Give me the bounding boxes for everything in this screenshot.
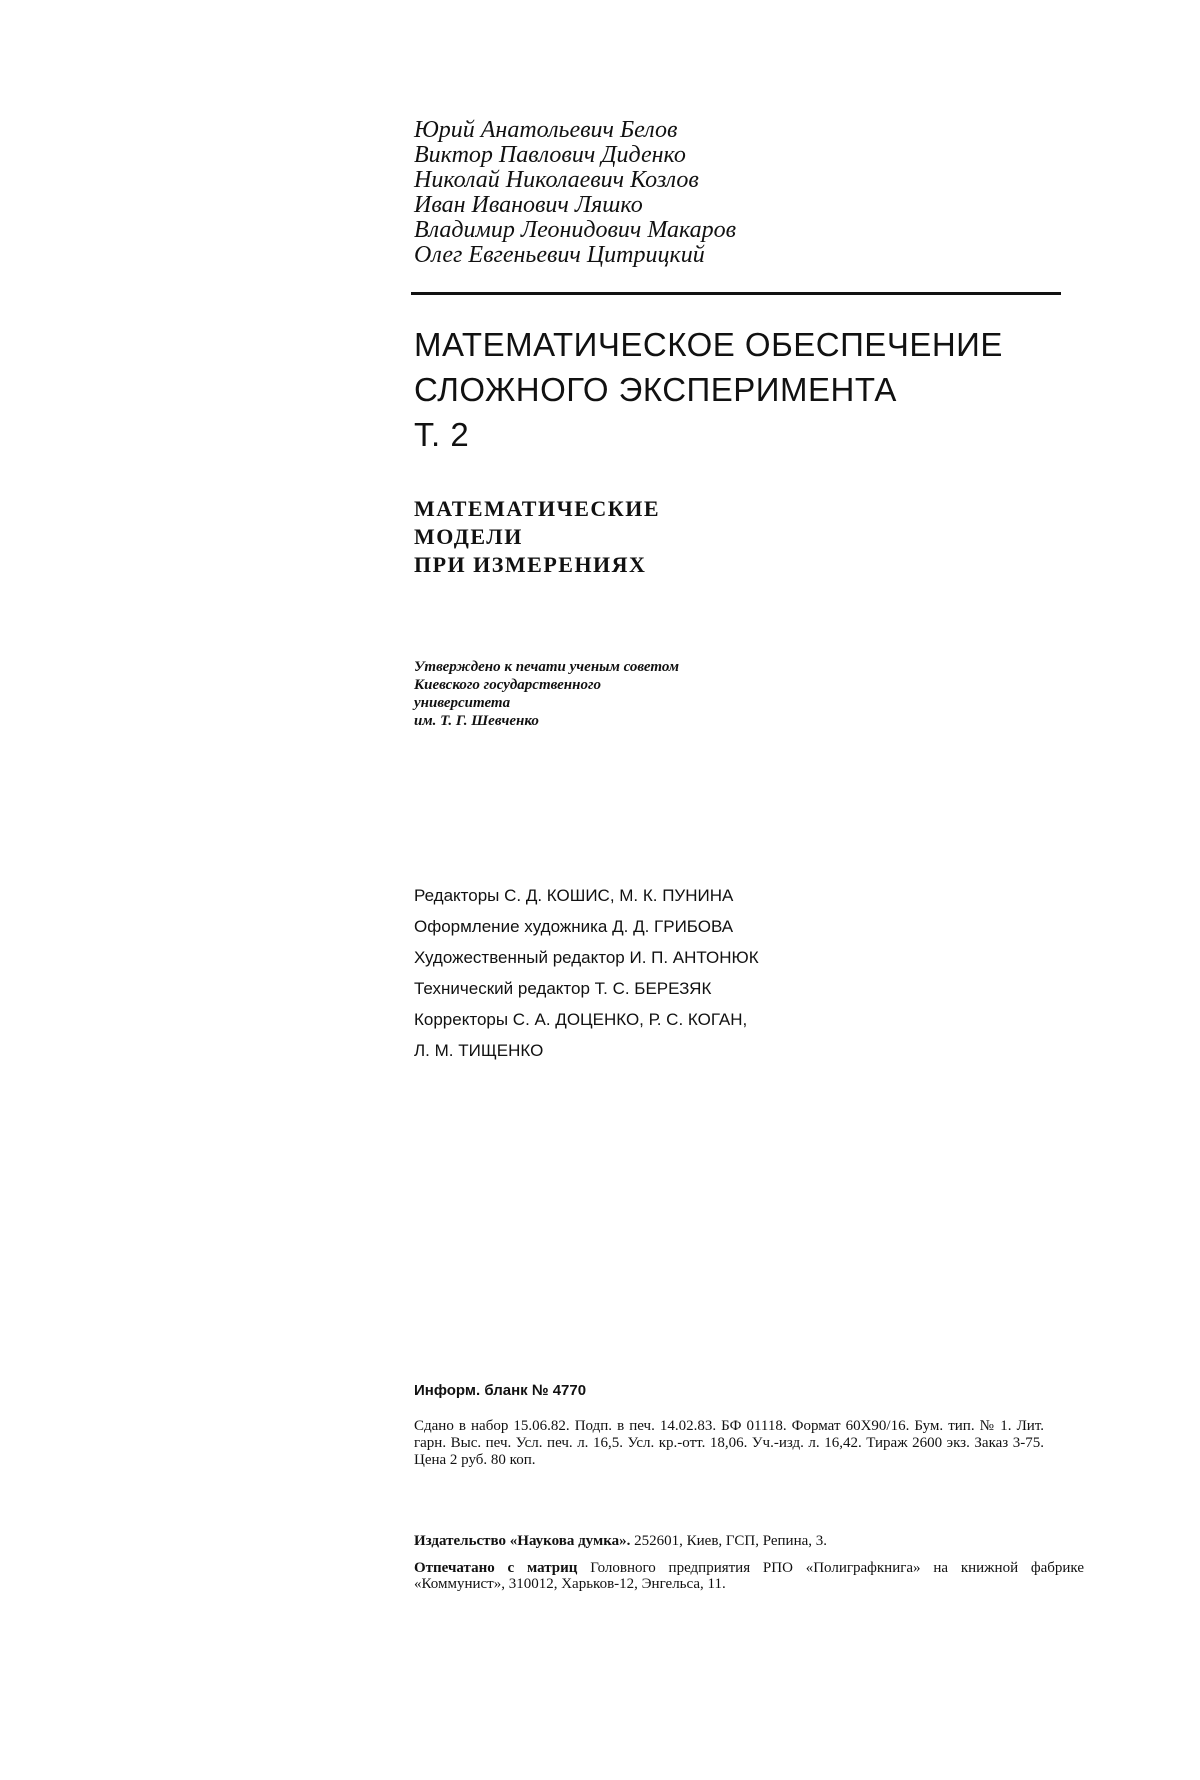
- printer-note: [414, 1560, 1084, 1592]
- book-title: [414, 322, 1094, 457]
- author-name: Николай Николаевич Козлов: [414, 167, 699, 193]
- author-list: [414, 118, 1094, 268]
- credit-line: Л. М. ТИЩЕНКО: [414, 1041, 544, 1060]
- approval-line: Киевского государственного: [414, 677, 601, 693]
- credit-line: Технический редактор Т. С. БЕРЕЗЯК: [414, 979, 712, 998]
- approval-line: им. Т. Г. Шевченко: [414, 713, 539, 729]
- credit-line: Редакторы С. Д. КОШИС, М. К. ПУНИНА: [414, 886, 734, 905]
- publisher-name: Издательство «Наукова думка».: [414, 1533, 631, 1549]
- editorial-credits: [414, 880, 1094, 1066]
- approval-line: Утверждено к печати ученым советом: [414, 659, 680, 675]
- print-details: Сдано в набор 15.06.82. Подп. в печ. 14.02.83. БФ 01118. Формат 60X90/16. Бум. тип. № 1. Лит. гарн. Выс. печ. Усл. печ. л. 16,5. Усл. кр.-отт. 18,06. Уч.-изд. л. 16,42. Тираж 2600 экз. Заказ 3-75. Цена 2 руб. 80 коп.: [414, 1418, 1044, 1468]
- subtitle-line: ПРИ ИЗМЕРЕНИЯХ: [414, 552, 647, 577]
- author-name: Юрий Анатольевич Белов: [414, 117, 678, 143]
- credit-line: Корректоры С. А. ДОЦЕНКО, Р. С. КОГАН,: [414, 1010, 748, 1029]
- credit-line: Художественный редактор И. П. АНТОНЮК: [414, 948, 759, 967]
- info-sheet-number: Информ. бланк № 4770: [414, 1382, 587, 1399]
- title-line: СЛОЖНОГО ЭКСПЕРИМЕНТА: [414, 371, 897, 408]
- separator-rule: [411, 292, 1061, 295]
- subtitle-line: МАТЕМАТИЧЕСКИЕ: [414, 496, 661, 521]
- book-subtitle: [414, 495, 1094, 579]
- author-name: Виктор Павлович Диденко: [414, 142, 686, 168]
- author-name: Иван Иванович Ляшко: [414, 192, 643, 218]
- title-line: МАТЕМАТИЧЕСКОЕ ОБЕСПЕЧЕНИЕ: [414, 326, 1003, 363]
- printer-label: Отпечатано с матриц: [414, 1560, 578, 1576]
- author-name: Владимир Леонидович Макаров: [414, 217, 737, 243]
- printer-text: Головного предприятия РПО «Полиграфкнига» на книжной фабрике «Коммунист», 310012, Харьков-12, Энгельса, 11.: [414, 1560, 1085, 1592]
- approval-note: [414, 658, 1094, 730]
- approval-line: университета: [414, 695, 511, 711]
- subtitle-line: МОДЕЛИ: [414, 524, 523, 549]
- publisher-line: [414, 1532, 1094, 1550]
- author-name: Олег Евгеньевич Цитрицкий: [414, 242, 705, 268]
- credit-line: Оформление художника Д. Д. ГРИБОВА: [414, 917, 734, 936]
- publisher-address: 252601, Киев, ГСП, Репина, 3.: [634, 1533, 828, 1549]
- volume-number: Т. 2: [414, 416, 470, 453]
